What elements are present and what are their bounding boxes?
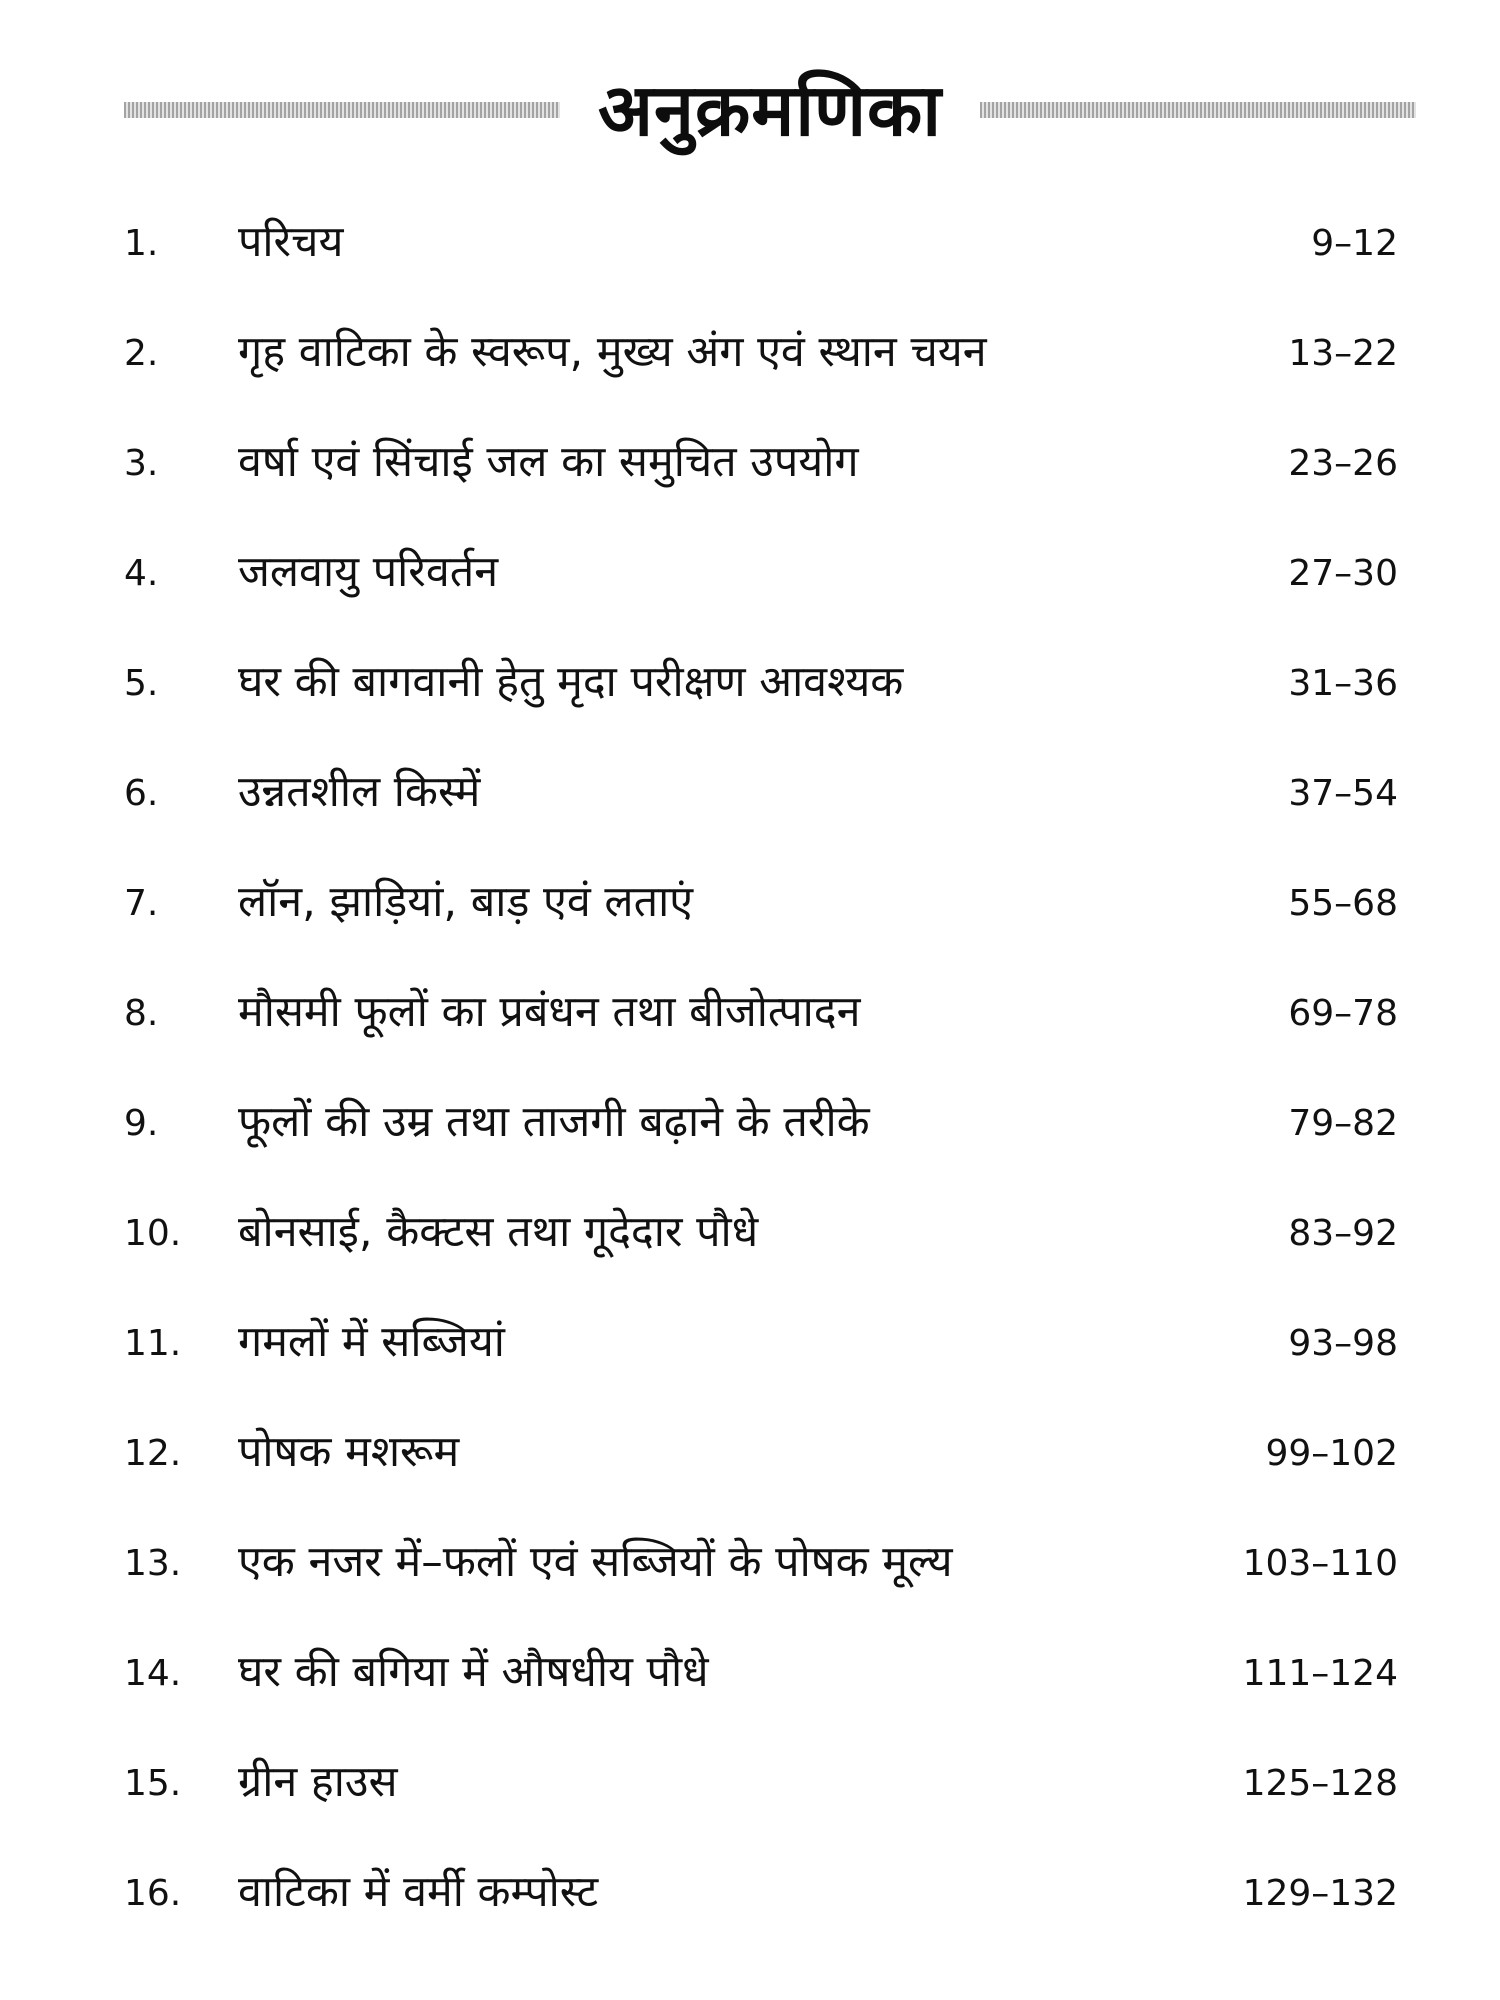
chapter-title: मौसमी फूलों का प्रबंधन तथा बीजोत्पादन <box>238 987 861 1037</box>
chapter-number: 14. <box>124 1653 182 1694</box>
toc-row <box>124 1510 1398 1620</box>
page-header <box>124 55 1416 175</box>
toc-row <box>124 1620 1398 1730</box>
chapter-number: 12. <box>124 1433 182 1474</box>
toc-row <box>124 1290 1398 1400</box>
left-decorative-rule <box>124 102 560 118</box>
page-range: 9–12 <box>1311 223 1398 264</box>
page-range: 93–98 <box>1288 1323 1398 1364</box>
chapter-title: फूलों की उम्र तथा ताजगी बढ़ाने के तरीके <box>238 1097 870 1147</box>
chapter-title: परिचय <box>238 217 344 267</box>
toc-row <box>124 960 1398 1070</box>
chapter-number: 16. <box>124 1873 182 1914</box>
page-range: 103–110 <box>1242 1543 1398 1584</box>
chapter-title: जलवायु परिवर्तन <box>238 547 499 597</box>
chapter-number: 6. <box>124 773 159 814</box>
page-range: 23–26 <box>1288 443 1398 484</box>
chapter-number: 1. <box>124 223 159 264</box>
chapter-title: लॉन, झाड़ियां, बाड़ एवं लताएं <box>238 877 693 927</box>
toc-row <box>124 630 1398 740</box>
page-range: 83–92 <box>1288 1213 1398 1254</box>
page-range: 27–30 <box>1288 553 1398 594</box>
toc-row <box>124 850 1398 960</box>
chapter-number: 5. <box>124 663 159 704</box>
toc-row <box>124 1400 1398 1510</box>
chapter-number: 13. <box>124 1543 182 1584</box>
chapter-number: 2. <box>124 333 159 374</box>
chapter-title: उन्नतशील किस्में <box>238 767 481 817</box>
chapter-title: बोनसाई, कैक्टस तथा गूदेदार पौधे <box>238 1207 759 1257</box>
chapter-title: घर की बागवानी हेतु मृदा परीक्षण आवश्यक <box>238 657 904 707</box>
toc-row <box>124 1840 1398 1950</box>
page-range: 111–124 <box>1242 1653 1398 1694</box>
toc-row <box>124 1070 1398 1180</box>
page-range: 125–128 <box>1242 1763 1398 1804</box>
page-range: 55–68 <box>1288 883 1398 924</box>
chapter-title: वाटिका में वर्मी कम्पोस्ट <box>238 1867 599 1917</box>
chapter-number: 7. <box>124 883 159 924</box>
chapter-title: ग्रीन हाउस <box>238 1757 398 1807</box>
page-range: 31–36 <box>1288 663 1398 704</box>
chapter-number: 4. <box>124 553 159 594</box>
page-range: 13–22 <box>1288 333 1398 374</box>
chapter-number: 10. <box>124 1213 182 1254</box>
chapter-title: पोषक मशरूम <box>238 1427 460 1477</box>
toc-row <box>124 1180 1398 1290</box>
right-decorative-rule <box>980 102 1416 118</box>
page-range: 79–82 <box>1288 1103 1398 1144</box>
page-range: 37–54 <box>1288 773 1398 814</box>
toc-row <box>124 190 1398 300</box>
chapter-title: घर की बगिया में औषधीय पौधे <box>238 1647 709 1697</box>
toc-row <box>124 1730 1398 1840</box>
chapter-title: गृह वाटिका के स्वरूप, मुख्य अंग एवं स्थान चयन <box>238 327 987 377</box>
chapter-number: 9. <box>124 1103 159 1144</box>
page-range: 69–78 <box>1288 993 1398 1034</box>
chapter-title: वर्षा एवं सिंचाई जल का समुचित उपयोग <box>238 437 859 487</box>
toc-row <box>124 300 1398 410</box>
chapter-title: एक नजर में–फलों एवं सब्जियों के पोषक मूल्य <box>238 1537 953 1587</box>
chapter-number: 11. <box>124 1323 182 1364</box>
chapter-number: 8. <box>124 993 159 1034</box>
page-title: अनुक्रमणिका <box>598 68 942 152</box>
page-range: 99–102 <box>1265 1433 1398 1474</box>
toc-row <box>124 520 1398 630</box>
toc-row <box>124 740 1398 850</box>
chapter-number: 3. <box>124 443 159 484</box>
chapter-number: 15. <box>124 1763 182 1804</box>
chapter-title: गमलों में सब्जियां <box>238 1317 505 1367</box>
page-range: 129–132 <box>1242 1873 1398 1914</box>
table-of-contents <box>124 190 1398 1950</box>
toc-row <box>124 410 1398 520</box>
